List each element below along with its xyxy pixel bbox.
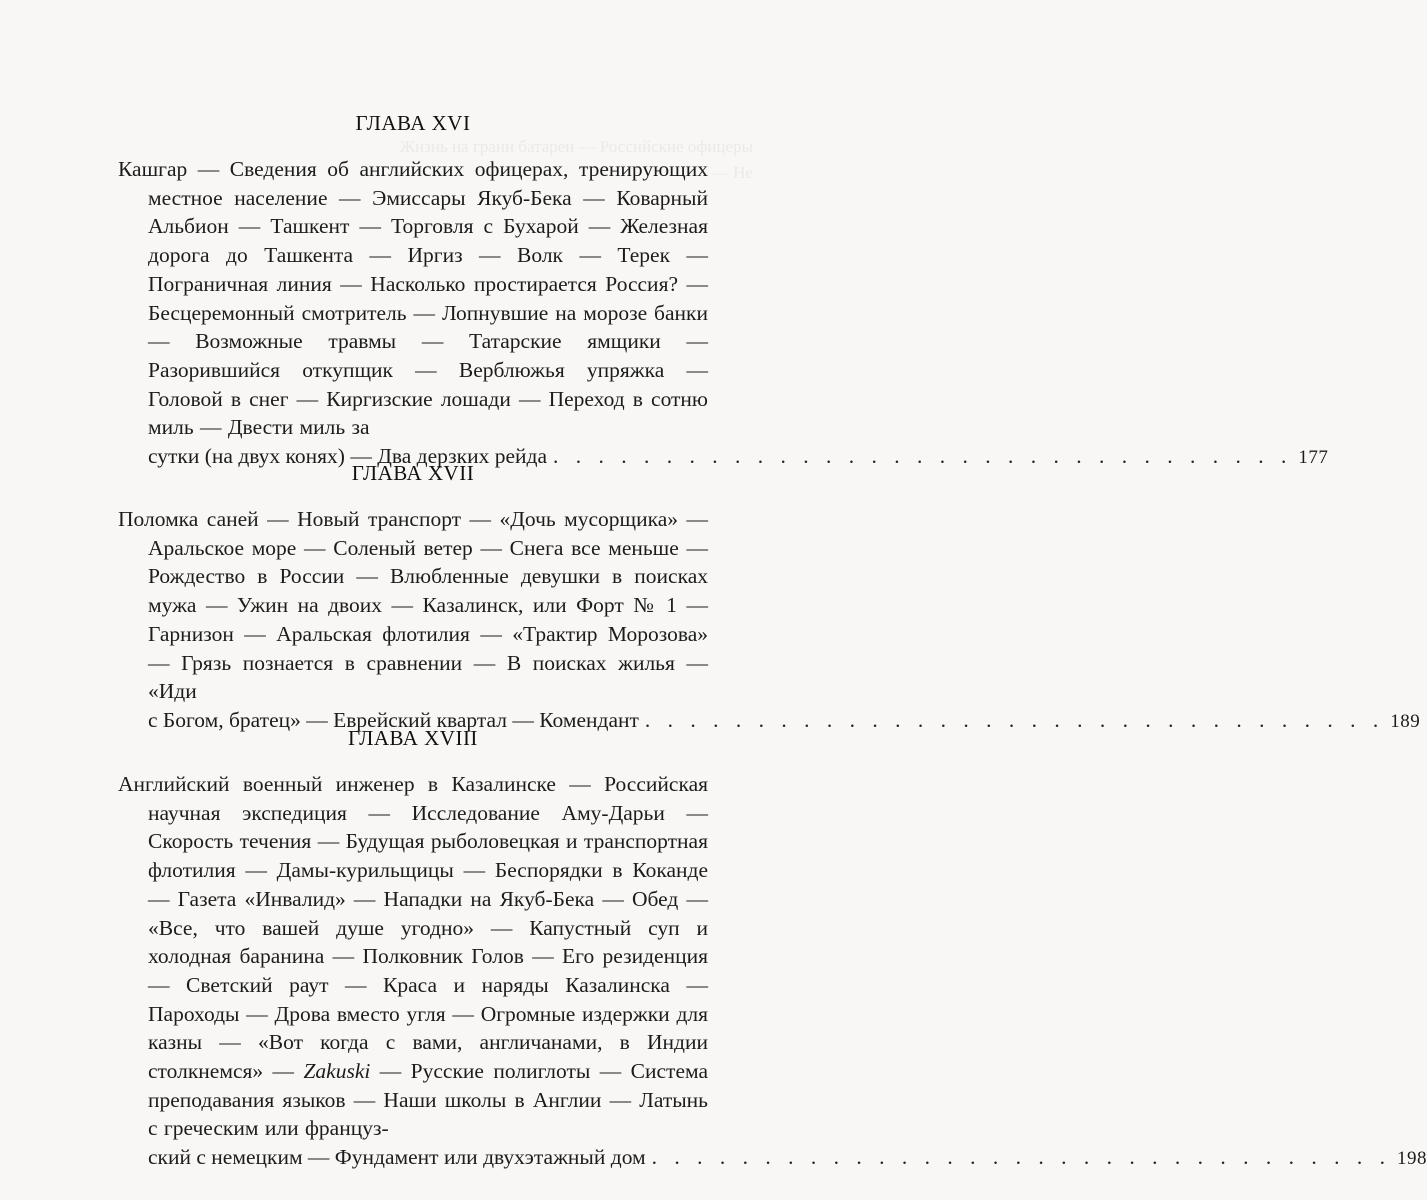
chapter-summary: Кашгар — Сведения об английских офицерах, тренирующих местное население — Эмиссары Якуб-Бека — Коварный Альбион — Ташкент — Торговля с Бухарой — Железная дорога до Ташкента — Иргиз — Волк — Терек — Пограничная линия — Насколько простирается Россия? — Бесцеремонный смотритель — Лопнувшие на морозе банки — Возможные травмы — Татарские ямщики — Разорившийся откупщик — Верблюжья упряжка — Головой в снег — Киргизские лошади — Переход в сотню миль — Двести миль за	[118, 157, 708, 440]
chapter-summary-part-2: — Русские полиглоты — Система преподавания языков — Наши школы в Англии — Латынь с греческим или француз-	[148, 1059, 708, 1141]
chapter-title: ГЛАВА XVIII	[348, 726, 478, 750]
chapter-summary: Поломка саней — Новый транспорт — «Дочь мусорщика» — Аральское море — Соленый ветер — Снега все меньше — Рождество в России — Влюбленные девушки в поисках мужа — Ужин на двоих — Казалинск, или Форт № 1 — Гарнизон — Аральская флотилия — «Трактир Морозова» — Грязь познается в сравнении — В поисках жилья — «Иди	[118, 507, 708, 704]
page-number: 198	[1397, 1148, 1427, 1170]
chapter-title: ГЛАВА XVI	[355, 111, 471, 135]
chapter-xviii	[118, 725, 1427, 1174]
chapter-xvii	[118, 460, 1421, 737]
dot-leader: . . . . . . . . . . . . . . . . . . . . . . . . . . . . . . . . .	[553, 444, 1293, 469]
chapter-xvi	[118, 110, 1329, 473]
chapter-summary-part-1: Английский военный инженер в Казалинске — Российская научная экспедиция — Исследование Аму-Дарьи — Скорость течения — Будущая рыболовецкая и транспортная флотилия — Дамы-курильщицы — Беспорядки в Коканде — Газета «Инвалид» — Нападки на Якуб-Бека — Обед — «Все, что вашей душе угодно» — Капустный суп и холодная баранина — Полковник Голов — Его резиденция — Светский раут — Краса и наряды Казалинска — Пароходы — Дрова вместо угля — Огромные издержки для казны — «Вот когда с вами, англичанами, в Индии столкнемся» —	[118, 772, 708, 1084]
dot-leader: . . . . . . . . . . . . . . . . . . . . . . . . . . . . . . . . .	[644, 707, 1385, 732]
chapter-summary	[118, 770, 708, 1143]
toc-entry-line	[118, 1143, 1427, 1174]
show-through-text: Жизнь на грани батареи — Российские офицеры — Не	[399, 137, 753, 182]
page-number: 177	[1298, 447, 1329, 469]
chapter-summary-last-line: сутки (на двух конях) — Два дерзких рейда	[148, 444, 547, 469]
dot-leader: . . . . . . . . . . . . . . . . . . . . . . . . . . . . . . . . .	[651, 1145, 1392, 1170]
italic-term: Zakuski	[303, 1059, 371, 1084]
chapter-summary-last-line: ский с немецким — Фундамент или двухэтажный дом	[148, 1145, 646, 1170]
chapter-summary-last-line: с Богом, братец» — Еврейский квартал — Комендант	[148, 707, 639, 732]
chapter-title: ГЛАВА XVII	[351, 461, 475, 485]
page-number: 189	[1390, 710, 1421, 732]
